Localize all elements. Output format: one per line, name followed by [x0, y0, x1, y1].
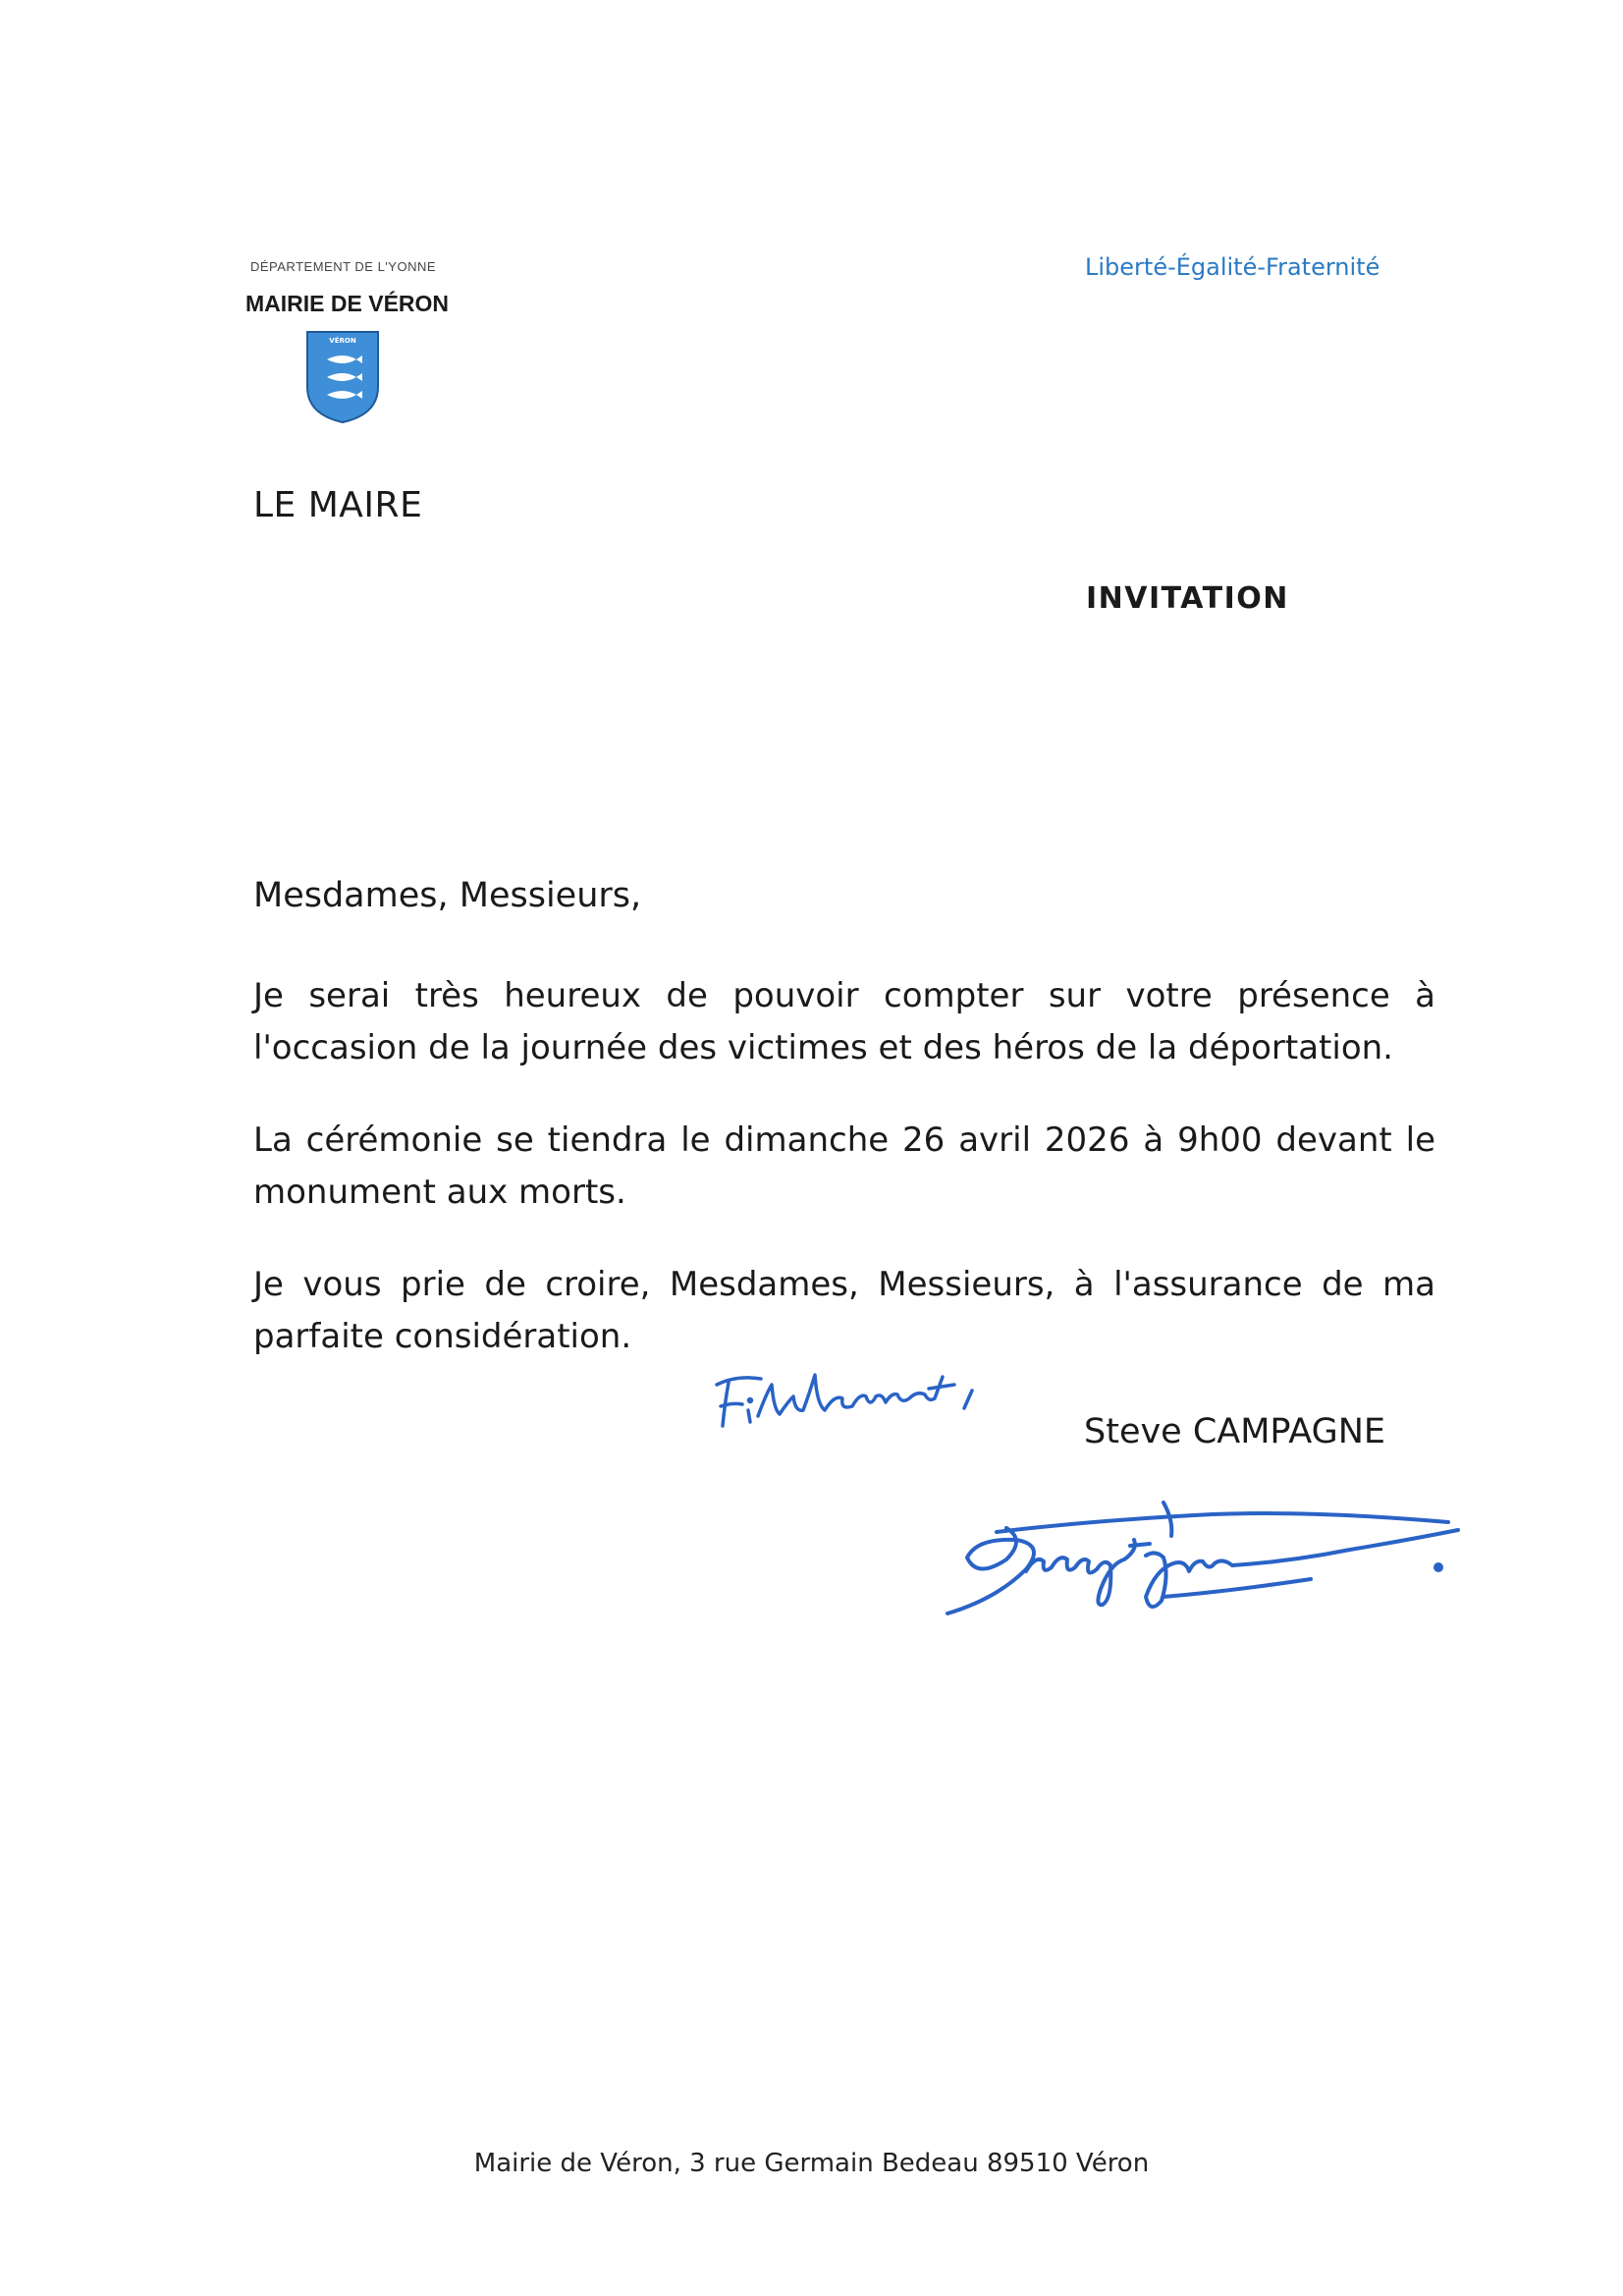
document-title: INVITATION: [1086, 581, 1289, 616]
paragraph-3: Je vous prie de croire, Mesdames, Messieurs, à l'assurance de ma parfaite considération.: [253, 1265, 1435, 1356]
republic-motto: Liberté-Égalité-Fraternité: [1085, 253, 1380, 281]
veron-crest-logo: [303, 328, 382, 426]
signer-name: Steve CAMPAGNE: [1084, 1412, 1386, 1451]
department-label: DÉPARTEMENT DE L'YONNE: [250, 259, 437, 274]
signature: [938, 1481, 1473, 1620]
paragraph-2: La cérémonie se tiendra le dimanche 26 avril 2026 à 9h00 devant le monument aux morts.: [253, 1121, 1435, 1212]
paragraph-1: Je serai très heureux de pouvoir compter sur votre présence à l'occasion de la journée des victimes et des héros de la déportation.: [253, 976, 1435, 1067]
handwritten-note: [707, 1355, 1041, 1444]
svg-text:VÉRON: VÉRON: [329, 337, 356, 345]
mairie-name: MAIRIE DE VÉRON: [245, 291, 450, 316]
sender-title: LE MAIRE: [253, 485, 423, 525]
salutation: Mesdames, Messieurs,: [253, 876, 642, 915]
footer-address: Mairie de Véron, 3 rue Germain Bedeau 89510 Véron: [473, 2149, 1150, 2178]
